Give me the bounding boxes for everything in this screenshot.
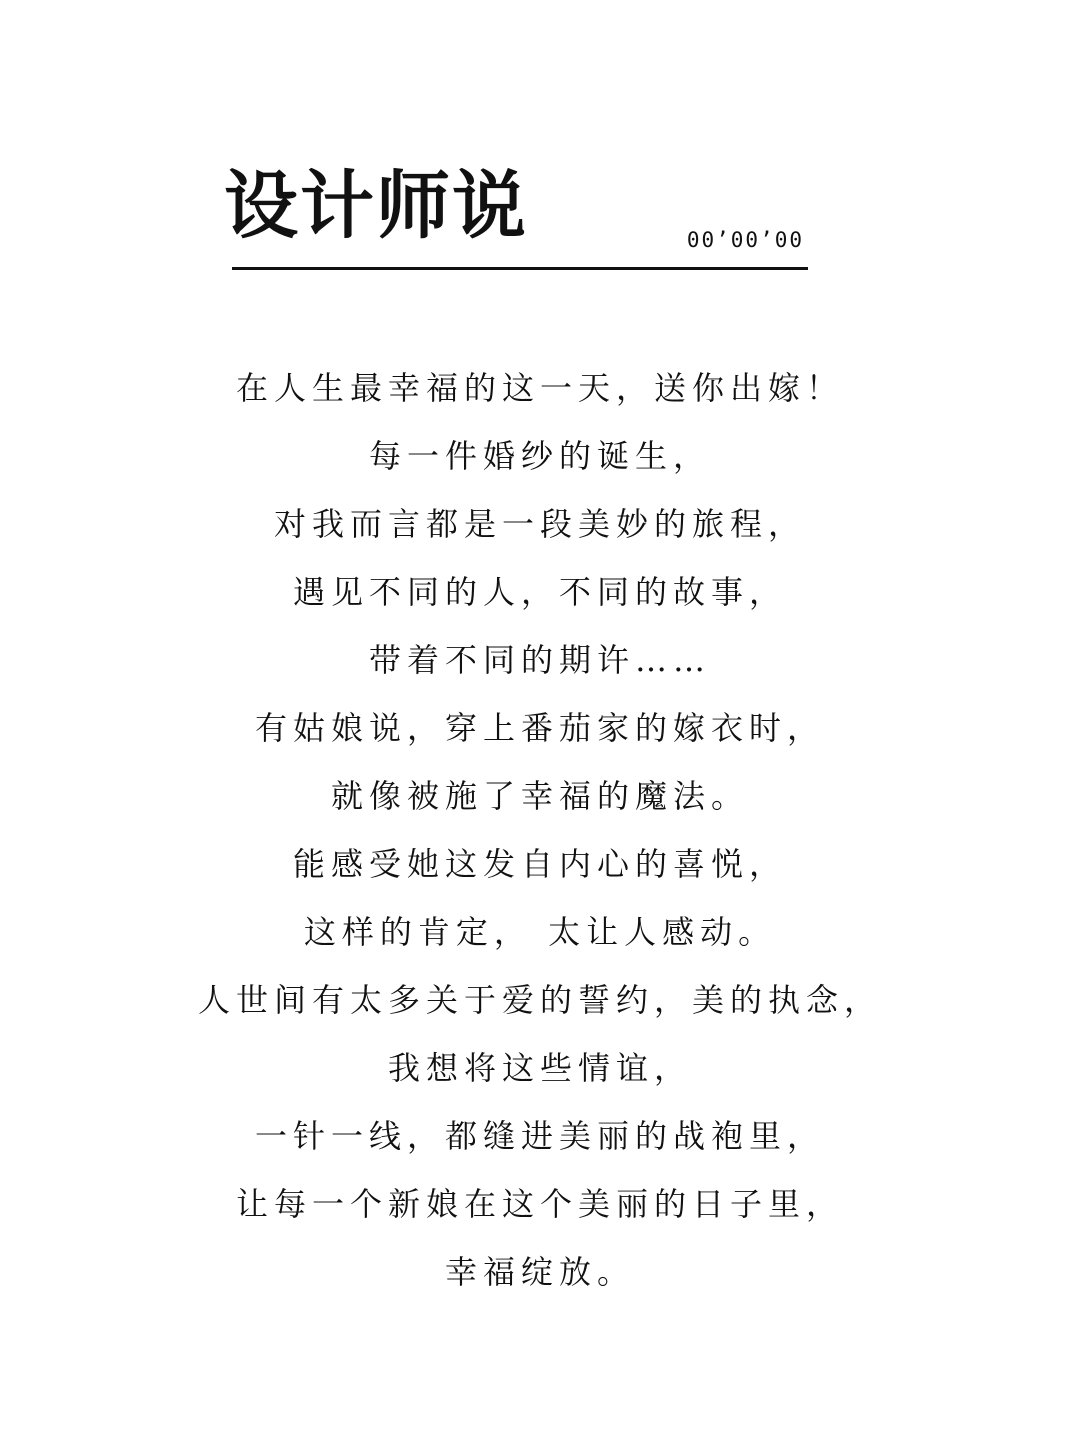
text-line: 对我而言都是一段美妙的旅程， (273, 505, 806, 543)
text-line: 这样的肯定， 太让人感动。 (303, 913, 777, 951)
timecode: 00’00’00 (686, 228, 804, 252)
text-line: 人世间有太多关于爱的誓约，美的执念， (197, 981, 882, 1019)
text-line: 幸福绽放。 (444, 1253, 635, 1291)
text-line: 一针一线，都缝进美丽的战袍里， (254, 1117, 825, 1155)
poem-text (0, 354, 1080, 1306)
text-line: 能感受她这发自内心的喜悦， (292, 845, 787, 883)
text-line: 让每一个新娘在这个美丽的日子里， (235, 1185, 844, 1223)
header-divider (232, 267, 808, 270)
text-line: 带着不同的期许…… (368, 641, 711, 679)
page-title: 设计师说 (224, 163, 528, 249)
text-line: 每一件婚纱的诞生， (368, 437, 711, 475)
text-line: 我想将这些情谊， (387, 1049, 692, 1087)
text-line: 有姑娘说，穿上番茄家的嫁衣时， (254, 709, 825, 747)
header (224, 160, 808, 272)
text-line: 在人生最幸福的这一天，送你出嫁！ (235, 369, 844, 407)
text-line: 遇见不同的人，不同的故事， (292, 573, 787, 611)
text-line: 就像被施了幸福的魔法。 (330, 777, 749, 815)
